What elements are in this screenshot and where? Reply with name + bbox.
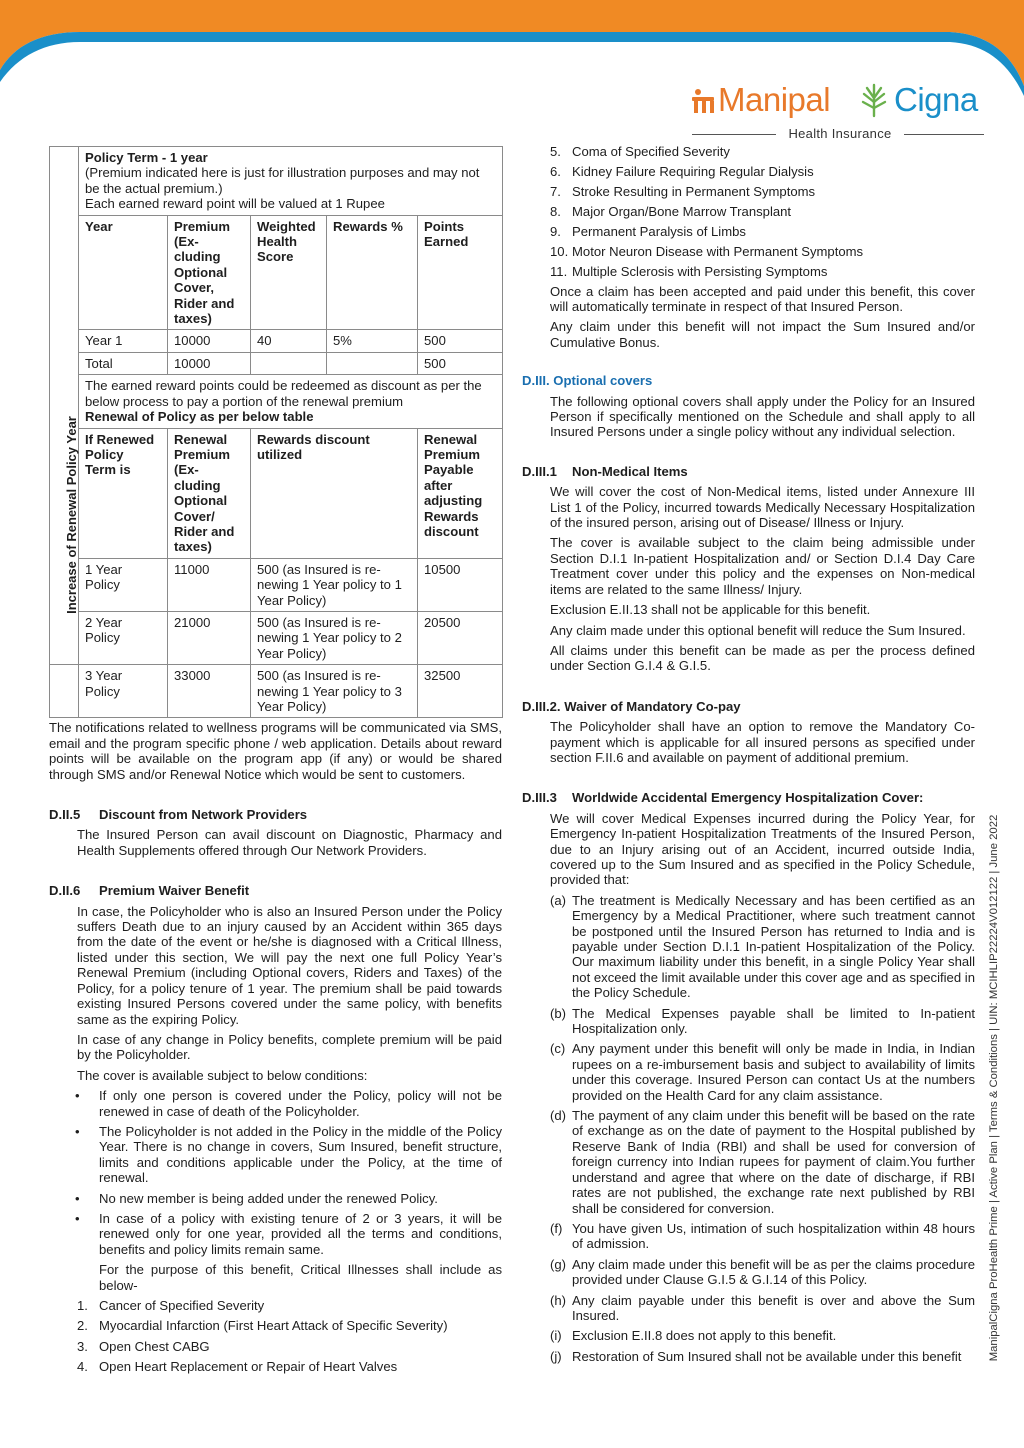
list-letter: (i) <box>550 1328 562 1344</box>
table-row <box>50 147 503 216</box>
table-header-row <box>50 428 503 558</box>
list-item <box>522 1349 975 1364</box>
table-cell: 33000 <box>168 665 251 718</box>
list-number: 4. <box>77 1359 88 1375</box>
side-label-cell <box>50 147 79 665</box>
d3-1-paragraph: We will cover the cost of Non-Medical items, listed under Annexure III List 1 of the Policy, incurred towards Medically Necessary Hospitalization of the insured person, arising out of Disease/ Illness or Injury. <box>550 484 975 531</box>
table-cell: 1 Year Policy <box>79 558 168 611</box>
table-row <box>50 611 503 664</box>
column-header: Rewards % <box>327 215 418 330</box>
table-intro-line: Each earned reward point will be valued at 1 Rupee <box>85 196 385 212</box>
list-number: 10. <box>550 244 569 259</box>
logo-brand-manipal: Manipal <box>718 81 831 118</box>
list-number: 3. <box>77 1338 88 1354</box>
d2-5-text: The Insured Person can avail discount on Diagnostic, Pharmacy and Health Supplements offered through Our Network Providers. <box>77 827 502 858</box>
redeem-text: The earned reward points could be redeemed as discount as per the below process to pay a portion of the renewal premium <box>85 378 482 409</box>
table-cell: 32500 <box>418 665 503 718</box>
list-item <box>49 1124 502 1186</box>
section-number: D.II.5 <box>49 807 81 823</box>
list-item-text: Motor Neuron Disease with Permanent Symptoms <box>572 244 864 259</box>
table-cell: 21000 <box>168 611 251 664</box>
table-header-row <box>50 215 503 330</box>
column-header: Renewal Premium Payable after adjusting Rewards discount <box>418 428 503 558</box>
table-cell: Year 1 <box>79 330 168 352</box>
column-header: Rewards discount utilized <box>251 428 418 558</box>
section-heading-d2-5 <box>49 807 502 822</box>
table-cell <box>327 352 418 374</box>
table-row <box>50 352 503 374</box>
list-item <box>522 1293 975 1324</box>
list-letter: (a) <box>550 892 567 908</box>
table-intro-title: Policy Term - 1 year <box>85 150 208 165</box>
list-item <box>522 1108 975 1216</box>
table-row <box>50 375 503 428</box>
list-number: 2. <box>77 1318 88 1334</box>
redeem-bold: Renewal of Policy as per below table <box>85 409 314 425</box>
d2-6-paragraph: In case of any change in Policy benefits, complete premium will be paid by the Policyholder. <box>77 1031 502 1063</box>
list-letter: (c) <box>550 1041 566 1057</box>
left-column <box>49 146 502 1375</box>
list-item-text: The Medical Expenses payable shall be limited to In-patient Hospitalization only. <box>572 1005 975 1037</box>
table-cell: 11000 <box>168 558 251 611</box>
list-item <box>522 1257 975 1288</box>
divider <box>904 134 984 135</box>
list-item-text: If only one person is covered under the Policy, policy will not be renewed in case of death of the Policyholder. <box>99 1088 502 1119</box>
list-item <box>49 1318 502 1333</box>
document-footer-vertical: ManipalCigna ProHealth Prime | Active Plan | Terms & Conditions | UIN: MCIHLIP22224V012122 | June 2022 <box>988 814 1000 1362</box>
list-number: 7. <box>550 184 561 199</box>
column-header: Points Earned <box>418 215 503 330</box>
list-item <box>550 244 975 259</box>
logo-tagline-row <box>692 126 984 142</box>
list-number: 1. <box>77 1298 88 1313</box>
table-cell: 10500 <box>418 558 503 611</box>
list-item <box>550 164 975 179</box>
column-header: If Renewed Policy Term is <box>79 428 168 558</box>
d2-6-paragraph: The cover is available subject to below conditions: <box>77 1067 368 1083</box>
list-item <box>522 893 975 1001</box>
redeem-cell <box>79 375 503 428</box>
list-number: 11. <box>550 264 568 279</box>
claim-paragraph: Any claim under this benefit will not impact the Sum Insured and/or Cumulative Bonus. <box>550 319 975 350</box>
d3-text: The following optional covers shall apply under the Policy for an Insured Person if specifically mentioned on the Schedule and shall apply to all Insured Persons under a single policy without any individual selection. <box>550 393 975 440</box>
logo-tagline: Health Insurance <box>788 126 892 141</box>
list-item-text: No new member is being added under the renewed Policy. <box>99 1190 438 1206</box>
list-letter: (h) <box>550 1292 567 1308</box>
bullet: • <box>75 1123 80 1139</box>
list-item-text: Myocardial Infarction (First Heart Attack of Specific Severity) <box>99 1318 448 1334</box>
section-heading-d3: D.III. Optional covers <box>522 373 653 389</box>
right-column <box>522 144 975 1364</box>
table-cell: 20500 <box>418 611 503 664</box>
list-letter: (d) <box>550 1108 567 1124</box>
section-heading-d3-1 <box>522 464 975 479</box>
table-cell: 2 Year Policy <box>79 611 168 664</box>
divider <box>692 134 776 135</box>
table-cell: 500 <box>418 352 503 374</box>
list-item <box>550 224 975 239</box>
list-letter: (f) <box>550 1220 563 1236</box>
table-row <box>50 330 503 352</box>
list-item <box>550 184 975 199</box>
section-number: D.III.3 <box>522 790 557 806</box>
bullet: • <box>75 1088 80 1104</box>
list-item-text: Coma of Specified Severity <box>572 144 730 159</box>
table-row <box>50 558 503 611</box>
d3-1-paragraph: The cover is available subject to the claim being admissible under Section D.I.1 In-patient Hospitalization and/ or Section D.I.4 Day Care Treatment cover under this policy and the expenses on Non-medical items are related to the same Illness/ Injury. <box>550 535 975 597</box>
list-number: 6. <box>550 164 561 179</box>
list-item <box>522 1041 975 1103</box>
d3-2-text: The Policyholder shall have an option to remove the Mandatory Co-payment which is applicable for all insured persons as specified under section F.II.6 and available on payment of additional premium. <box>550 719 975 765</box>
ci-intro: For the purpose of this benefit, Critical Illnesses shall include as below- <box>99 1262 502 1293</box>
table-cell: 5% <box>327 330 418 352</box>
table-cell: Total <box>79 352 168 374</box>
table-cell: 500 (as Insured is re- newing 1 Year policy to 3 Year Policy) <box>251 665 418 718</box>
column-header: Year <box>79 215 168 330</box>
list-item-text: Permanent Paralysis of Limbs <box>572 224 746 239</box>
cigna-tree-icon <box>858 82 890 118</box>
section-title: Worldwide Accidental Emergency Hospitalization Cover: <box>572 790 924 806</box>
list-letter: (j) <box>550 1348 562 1364</box>
section-heading-d2-6 <box>49 883 502 898</box>
section-heading-d3-2: D.III.2. Waiver of Mandatory Co-pay <box>522 698 741 714</box>
manipal-cigna-logo <box>690 78 990 144</box>
list-item <box>49 1211 502 1257</box>
list-item <box>49 1088 502 1119</box>
rewards-table <box>49 146 503 718</box>
manipal-mark-icon <box>690 88 718 114</box>
list-item <box>49 1339 502 1354</box>
list-number: 8. <box>550 204 561 219</box>
section-title: Discount from Network Providers <box>99 807 308 823</box>
list-item-text: Restoration of Sum Insured shall not be available under this benefit <box>572 1348 962 1364</box>
logo-brand-cigna: Cigna <box>894 81 978 118</box>
section-title: Premium Waiver Benefit <box>99 883 250 899</box>
list-item-text: Cancer of Specified Severity <box>99 1298 265 1313</box>
list-item-text: Any payment under this benefit will only be made in India, in Indian rupees on a re-imbursement basis and subject to availability of limits under this coverage. Insured Person can contact Us at the numbers provided on the Health Card for any claim assistance. <box>572 1041 975 1103</box>
list-item <box>49 1359 502 1374</box>
list-item-text: Any claim payable under this benefit is over and above the Sum Insured. <box>572 1292 975 1323</box>
list-item <box>550 144 975 159</box>
list-item-text: Stroke Resulting in Permanent Symptoms <box>572 184 816 199</box>
ci-list-continued <box>522 144 975 350</box>
d3-3-intro: We will cover Medical Expenses incurred during the Policy Year, for Emergency In-patient Hospitalization Treatments of the Insured Person, due to an Injury arising out of an Accident, incurred outside India, covered up to the Sum Insured and as specified in the Policy Schedule, provided that: <box>550 810 975 888</box>
list-item-text: Multiple Sclerosis with Persisting Symptoms <box>572 264 828 279</box>
list-item <box>522 1006 975 1037</box>
list-item-text: The Policyholder is not added in the Policy in the middle of the Policy Year. There is no change in covers, Sum Insured, benefit structure, limits and conditions applicable under the Policy, at the time of renewal. <box>99 1123 502 1186</box>
column-header: Weighted Health Score <box>251 215 327 330</box>
list-letter: (b) <box>550 1005 567 1021</box>
d3-1-paragraph: Exclusion E.II.13 shall not be applicable for this benefit. <box>550 602 871 618</box>
d3-1-paragraph: Any claim made under this optional benefit will reduce the Sum Insured. <box>550 622 966 638</box>
list-item <box>49 1298 502 1313</box>
bullet: • <box>75 1210 80 1226</box>
list-item-text: The treatment is Medically Necessary and has been certified as an Emergency by a Medical Practitioner, where such treatment cannot be postponed until the Insured Person has returned to India and is payable under Section D.I.1 In-patient Hospitalization of the Policy. Our maximum liability under this benefit, in a single Policy Year shall not exceed the limit available under this cover age and as specified in the Policy Schedule. <box>572 892 975 1001</box>
section-number: D.II.6 <box>49 883 81 899</box>
d3-1-paragraph: All claims under this benefit can be made as per the process defined under Section G.I.4 & G.I.5. <box>550 642 975 674</box>
list-item <box>522 1328 975 1343</box>
list-number: 5. <box>550 144 561 159</box>
d2-6-paragraph: In case, the Policyholder who is also an Insured Person under the Policy suffers Death due to an injury caused by an Accident within 365 days from the date of the event or he/she is diagnosed with a Critical Illness, listed under this section, We will pay the next one full Policy Year’s Renewal Premium (including Optional covers, Riders and Taxes) of the Policy, for a policy tenure of 1 year. The premium shall be paid towards existing Insured Persons covered under the same policy, with benefits same as the expiring Policy. <box>77 903 502 1027</box>
list-item-text: You have given Us, intimation of such hospitalization within 48 hours of admission. <box>572 1220 975 1252</box>
list-item-text: Exclusion E.II.8 does not apply to this benefit. <box>572 1328 837 1344</box>
list-item <box>49 1191 502 1206</box>
list-number: 9. <box>550 224 561 239</box>
side-label: Increase of Renewal Policy Year <box>64 416 79 614</box>
list-item-text: Open Heart Replacement or Repair of Heart Valves <box>99 1359 398 1375</box>
notifications-paragraph: The notifications related to wellness programs will be communicated via SMS, email and the program specific phone / web application. Details about reward points will be available on the program app (if any) or would be shared through SMS and/or Renewal Notice which would be sent to customers. <box>49 720 502 782</box>
list-item <box>550 264 975 279</box>
table-cell: 40 <box>251 330 327 352</box>
table-cell: 3 Year Policy <box>79 665 168 718</box>
table-intro-line: (Premium indicated here is just for illustration purposes and may not be the actual premium.) <box>85 165 480 196</box>
column-header: Renewal Premium (Ex- cluding Optional Cover/ Rider and taxes) <box>168 428 251 558</box>
table-cell: 500 (as Insured is re- newing 1 Year policy to 1 Year Policy) <box>251 558 418 611</box>
list-item <box>522 1221 975 1252</box>
list-item-text: Any claim made under this benefit will be as per the claims procedure provided under Clause G.I.5 & G.I.14 of this Policy. <box>572 1256 975 1288</box>
table-cell <box>50 665 79 718</box>
list-item <box>550 204 975 219</box>
list-item-text: Kidney Failure Requiring Regular Dialysis <box>572 164 814 179</box>
table-row <box>50 665 503 718</box>
claim-paragraph: Once a claim has been accepted and paid under this benefit, this cover will automatically terminate in respect of that Insured Person. <box>550 284 975 315</box>
list-item-text: Open Chest CABG <box>99 1338 210 1354</box>
column-header: Premium (Ex- cluding Optional Cover, Rider and taxes) <box>168 215 251 330</box>
table-intro-cell <box>79 147 503 216</box>
table-cell: 500 (as Insured is re- newing 1 Year policy to 2 Year Policy) <box>251 611 418 664</box>
table-cell <box>251 352 327 374</box>
section-number: D.III.1 <box>522 463 557 479</box>
table-cell: 10000 <box>168 330 251 352</box>
table-cell: 500 <box>418 330 503 352</box>
list-letter: (g) <box>550 1256 567 1272</box>
list-item-text: The payment of any claim under this benefit will be based on the rate of exchange as on the date of payment to the Hospital published by Reserve Bank of India (RBI) and shall be used for conversion of foreign currency into Indian rupees for payment of claim.You further understand and agree that where on the date of discharge, if RBI rates are not published, the exchange rate next published by RBI shall be considered for conversion. <box>572 1108 975 1216</box>
table-cell: 10000 <box>168 352 251 374</box>
section-title: Non-Medical Items <box>572 463 688 479</box>
list-item-text: Major Organ/Bone Marrow Transplant <box>572 204 792 219</box>
bullet: • <box>75 1190 80 1206</box>
list-item-text: In case of a policy with existing tenure of 2 or 3 years, it will be renewed only for one year, provided all the terms and conditions, benefits and policy limits remain same. <box>99 1210 502 1257</box>
section-heading-d3-3 <box>522 790 975 805</box>
